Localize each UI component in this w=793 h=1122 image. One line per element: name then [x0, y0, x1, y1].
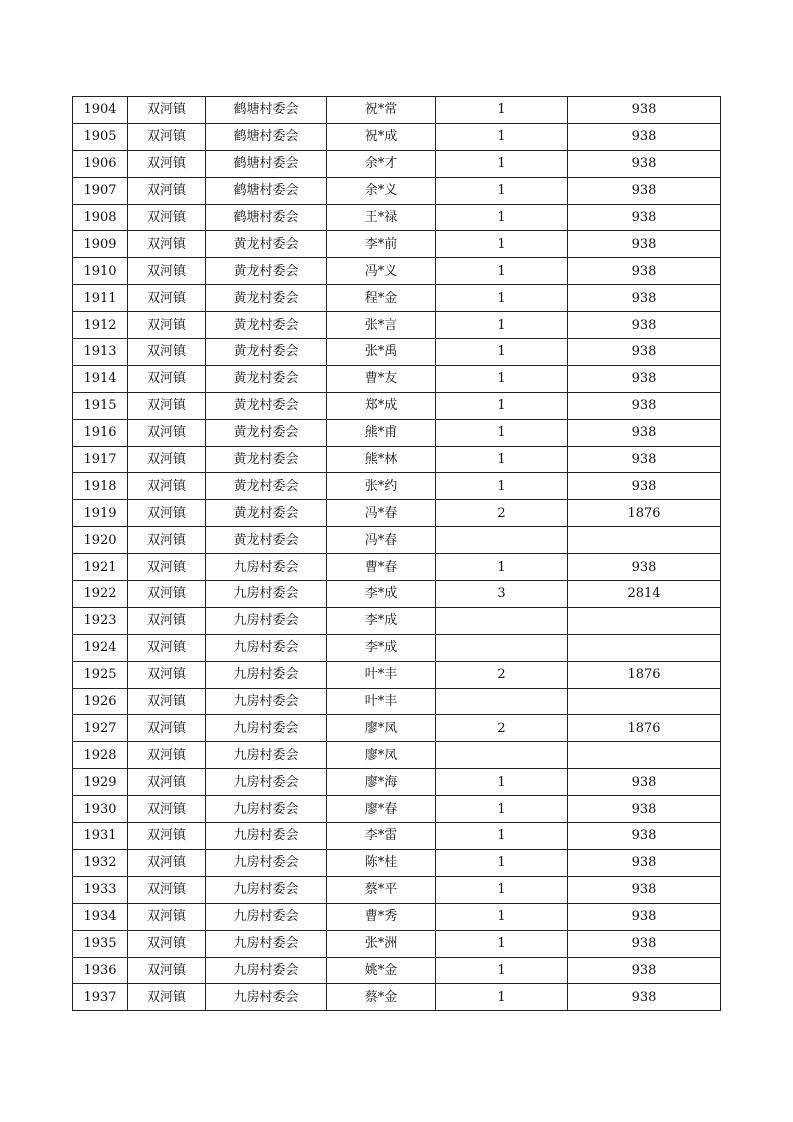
town-cell: 双河镇: [128, 123, 206, 150]
amount-cell: 938: [568, 123, 721, 150]
count-cell: [436, 688, 568, 715]
person-name-cell: 叶*丰: [327, 661, 436, 688]
village-committee-cell: 九房村委会: [206, 554, 327, 581]
table-row: [73, 715, 721, 742]
person-name-cell: 余*才: [327, 150, 436, 177]
amount-cell: 938: [568, 849, 721, 876]
town-cell: 双河镇: [128, 661, 206, 688]
row-number-cell: 1914: [73, 365, 128, 392]
town-cell: 双河镇: [128, 150, 206, 177]
person-name-cell: 冯*义: [327, 258, 436, 285]
row-number-cell: 1927: [73, 715, 128, 742]
table-row: [73, 581, 721, 608]
person-name-cell: 廖*春: [327, 796, 436, 823]
amount-cell: 938: [568, 823, 721, 850]
count-cell: [436, 607, 568, 634]
town-cell: 双河镇: [128, 258, 206, 285]
amount-cell: 938: [568, 554, 721, 581]
count-cell: 3: [436, 581, 568, 608]
town-cell: 双河镇: [128, 500, 206, 527]
town-cell: 双河镇: [128, 473, 206, 500]
row-number-cell: 1925: [73, 661, 128, 688]
person-name-cell: 廖*凤: [327, 715, 436, 742]
table-row: [73, 957, 721, 984]
amount-cell: 938: [568, 204, 721, 231]
table-row: [73, 392, 721, 419]
table-row: [73, 661, 721, 688]
town-cell: 双河镇: [128, 177, 206, 204]
table-row: [73, 930, 721, 957]
village-committee-cell: 鹤塘村委会: [206, 123, 327, 150]
count-cell: 1: [436, 876, 568, 903]
row-number-cell: 1934: [73, 903, 128, 930]
amount-cell: [568, 688, 721, 715]
person-name-cell: 熊*林: [327, 446, 436, 473]
town-cell: 双河镇: [128, 823, 206, 850]
count-cell: 1: [436, 903, 568, 930]
row-number-cell: 1918: [73, 473, 128, 500]
row-number-cell: 1906: [73, 150, 128, 177]
person-name-cell: 李*前: [327, 231, 436, 258]
town-cell: 双河镇: [128, 634, 206, 661]
table-row: [73, 876, 721, 903]
count-cell: 1: [436, 823, 568, 850]
village-committee-cell: 鹤塘村委会: [206, 150, 327, 177]
village-committee-cell: 黄龙村委会: [206, 446, 327, 473]
table-row: [73, 339, 721, 366]
table-row: [73, 554, 721, 581]
village-committee-cell: 黄龙村委会: [206, 473, 327, 500]
town-cell: 双河镇: [128, 446, 206, 473]
table-row: [73, 607, 721, 634]
town-cell: 双河镇: [128, 876, 206, 903]
amount-cell: 938: [568, 339, 721, 366]
person-name-cell: 曹*秀: [327, 903, 436, 930]
table-row: [73, 903, 721, 930]
table-row: [73, 285, 721, 312]
amount-cell: 938: [568, 97, 721, 124]
amount-cell: [568, 607, 721, 634]
village-committee-cell: 黄龙村委会: [206, 312, 327, 339]
table-row: [73, 446, 721, 473]
count-cell: 1: [436, 285, 568, 312]
table-row: [73, 97, 721, 124]
amount-cell: 938: [568, 876, 721, 903]
amount-cell: 2814: [568, 581, 721, 608]
row-number-cell: 1921: [73, 554, 128, 581]
village-committee-cell: 黄龙村委会: [206, 365, 327, 392]
table-row: [73, 742, 721, 769]
table-row: [73, 419, 721, 446]
person-name-cell: 李*雷: [327, 823, 436, 850]
amount-cell: [568, 527, 721, 554]
town-cell: 双河镇: [128, 581, 206, 608]
count-cell: 1: [436, 231, 568, 258]
village-committee-cell: 九房村委会: [206, 984, 327, 1011]
count-cell: 1: [436, 446, 568, 473]
count-cell: 2: [436, 500, 568, 527]
row-number-cell: 1935: [73, 930, 128, 957]
town-cell: 双河镇: [128, 715, 206, 742]
row-number-cell: 1912: [73, 312, 128, 339]
village-committee-cell: 黄龙村委会: [206, 500, 327, 527]
table-row: [73, 634, 721, 661]
row-number-cell: 1932: [73, 849, 128, 876]
amount-cell: 938: [568, 231, 721, 258]
village-committee-cell: 九房村委会: [206, 634, 327, 661]
amount-cell: 938: [568, 392, 721, 419]
amount-cell: [568, 634, 721, 661]
amount-cell: 1876: [568, 661, 721, 688]
count-cell: 1: [436, 930, 568, 957]
village-committee-cell: 九房村委会: [206, 581, 327, 608]
person-name-cell: 李*成: [327, 581, 436, 608]
town-cell: 双河镇: [128, 97, 206, 124]
row-number-cell: 1919: [73, 500, 128, 527]
roster-body: [73, 97, 721, 1011]
row-number-cell: 1924: [73, 634, 128, 661]
amount-cell: 938: [568, 150, 721, 177]
person-name-cell: 张*禹: [327, 339, 436, 366]
person-name-cell: 叶*丰: [327, 688, 436, 715]
town-cell: 双河镇: [128, 339, 206, 366]
count-cell: 1: [436, 177, 568, 204]
person-name-cell: 姚*金: [327, 957, 436, 984]
row-number-cell: 1904: [73, 97, 128, 124]
village-committee-cell: 九房村委会: [206, 742, 327, 769]
village-committee-cell: 黄龙村委会: [206, 231, 327, 258]
town-cell: 双河镇: [128, 742, 206, 769]
town-cell: 双河镇: [128, 527, 206, 554]
village-committee-cell: 九房村委会: [206, 849, 327, 876]
person-name-cell: 程*金: [327, 285, 436, 312]
row-number-cell: 1923: [73, 607, 128, 634]
count-cell: 2: [436, 715, 568, 742]
person-name-cell: 冯*春: [327, 500, 436, 527]
village-committee-cell: 九房村委会: [206, 796, 327, 823]
person-name-cell: 余*义: [327, 177, 436, 204]
person-name-cell: 蔡*平: [327, 876, 436, 903]
table-row: [73, 177, 721, 204]
person-name-cell: 冯*春: [327, 527, 436, 554]
count-cell: 1: [436, 849, 568, 876]
count-cell: 1: [436, 365, 568, 392]
amount-cell: 938: [568, 312, 721, 339]
row-number-cell: 1936: [73, 957, 128, 984]
amount-cell: 938: [568, 796, 721, 823]
row-number-cell: 1913: [73, 339, 128, 366]
table-row: [73, 312, 721, 339]
row-number-cell: 1907: [73, 177, 128, 204]
person-name-cell: 王*禄: [327, 204, 436, 231]
count-cell: 1: [436, 150, 568, 177]
village-committee-cell: 黄龙村委会: [206, 419, 327, 446]
village-committee-cell: 鹤塘村委会: [206, 204, 327, 231]
row-number-cell: 1922: [73, 581, 128, 608]
table-row: [73, 500, 721, 527]
town-cell: 双河镇: [128, 204, 206, 231]
row-number-cell: 1911: [73, 285, 128, 312]
count-cell: 1: [436, 258, 568, 285]
village-committee-cell: 鹤塘村委会: [206, 97, 327, 124]
row-number-cell: 1917: [73, 446, 128, 473]
village-committee-cell: 九房村委会: [206, 769, 327, 796]
village-committee-cell: 黄龙村委会: [206, 527, 327, 554]
table-row: [73, 204, 721, 231]
person-name-cell: 廖*凤: [327, 742, 436, 769]
village-committee-cell: 黄龙村委会: [206, 258, 327, 285]
person-name-cell: 张*洲: [327, 930, 436, 957]
amount-cell: 938: [568, 419, 721, 446]
count-cell: 1: [436, 796, 568, 823]
table-row: [73, 823, 721, 850]
person-name-cell: 祝*常: [327, 97, 436, 124]
town-cell: 双河镇: [128, 984, 206, 1011]
town-cell: 双河镇: [128, 903, 206, 930]
amount-cell: 938: [568, 365, 721, 392]
amount-cell: 938: [568, 930, 721, 957]
person-name-cell: 祝*成: [327, 123, 436, 150]
table-row: [73, 150, 721, 177]
count-cell: 1: [436, 419, 568, 446]
table-row: [73, 473, 721, 500]
count-cell: 1: [436, 984, 568, 1011]
person-name-cell: 张*约: [327, 473, 436, 500]
row-number-cell: 1929: [73, 769, 128, 796]
village-committee-cell: 黄龙村委会: [206, 285, 327, 312]
row-number-cell: 1920: [73, 527, 128, 554]
amount-cell: 938: [568, 984, 721, 1011]
count-cell: 1: [436, 392, 568, 419]
row-number-cell: 1910: [73, 258, 128, 285]
town-cell: 双河镇: [128, 796, 206, 823]
person-name-cell: 曹*友: [327, 365, 436, 392]
village-committee-cell: 九房村委会: [206, 661, 327, 688]
village-committee-cell: 九房村委会: [206, 688, 327, 715]
count-cell: 2: [436, 661, 568, 688]
village-committee-cell: 九房村委会: [206, 876, 327, 903]
person-name-cell: 李*成: [327, 607, 436, 634]
count-cell: [436, 634, 568, 661]
amount-cell: [568, 742, 721, 769]
person-name-cell: 廖*海: [327, 769, 436, 796]
amount-cell: 1876: [568, 715, 721, 742]
town-cell: 双河镇: [128, 365, 206, 392]
person-name-cell: 陈*桂: [327, 849, 436, 876]
town-cell: 双河镇: [128, 554, 206, 581]
town-cell: 双河镇: [128, 688, 206, 715]
row-number-cell: 1930: [73, 796, 128, 823]
row-number-cell: 1915: [73, 392, 128, 419]
amount-cell: 938: [568, 177, 721, 204]
row-number-cell: 1933: [73, 876, 128, 903]
table-row: [73, 984, 721, 1011]
amount-cell: 938: [568, 903, 721, 930]
person-name-cell: 曹*春: [327, 554, 436, 581]
table-row: [73, 258, 721, 285]
town-cell: 双河镇: [128, 231, 206, 258]
town-cell: 双河镇: [128, 607, 206, 634]
town-cell: 双河镇: [128, 419, 206, 446]
amount-cell: 1876: [568, 500, 721, 527]
row-number-cell: 1928: [73, 742, 128, 769]
row-number-cell: 1905: [73, 123, 128, 150]
table-row: [73, 123, 721, 150]
count-cell: 1: [436, 957, 568, 984]
amount-cell: 938: [568, 473, 721, 500]
row-number-cell: 1931: [73, 823, 128, 850]
person-name-cell: 李*成: [327, 634, 436, 661]
village-committee-cell: 九房村委会: [206, 715, 327, 742]
person-name-cell: 张*言: [327, 312, 436, 339]
town-cell: 双河镇: [128, 312, 206, 339]
roster-table: [72, 96, 721, 1011]
count-cell: [436, 527, 568, 554]
table-row: [73, 231, 721, 258]
village-committee-cell: 黄龙村委会: [206, 392, 327, 419]
town-cell: 双河镇: [128, 957, 206, 984]
table-row: [73, 796, 721, 823]
amount-cell: 938: [568, 446, 721, 473]
village-committee-cell: 九房村委会: [206, 903, 327, 930]
amount-cell: 938: [568, 769, 721, 796]
count-cell: 1: [436, 204, 568, 231]
count-cell: 1: [436, 769, 568, 796]
amount-cell: 938: [568, 258, 721, 285]
town-cell: 双河镇: [128, 285, 206, 312]
village-committee-cell: 九房村委会: [206, 957, 327, 984]
table-row: [73, 849, 721, 876]
person-name-cell: 蔡*金: [327, 984, 436, 1011]
amount-cell: 938: [568, 285, 721, 312]
row-number-cell: 1909: [73, 231, 128, 258]
table-row: [73, 688, 721, 715]
row-number-cell: 1937: [73, 984, 128, 1011]
village-committee-cell: 九房村委会: [206, 823, 327, 850]
table-row: [73, 527, 721, 554]
count-cell: 1: [436, 123, 568, 150]
table-row: [73, 769, 721, 796]
row-number-cell: 1926: [73, 688, 128, 715]
town-cell: 双河镇: [128, 849, 206, 876]
amount-cell: 938: [568, 957, 721, 984]
village-committee-cell: 九房村委会: [206, 607, 327, 634]
count-cell: 1: [436, 97, 568, 124]
town-cell: 双河镇: [128, 930, 206, 957]
row-number-cell: 1916: [73, 419, 128, 446]
count-cell: [436, 742, 568, 769]
count-cell: 1: [436, 554, 568, 581]
table-row: [73, 365, 721, 392]
count-cell: 1: [436, 339, 568, 366]
town-cell: 双河镇: [128, 769, 206, 796]
person-name-cell: 郑*成: [327, 392, 436, 419]
village-committee-cell: 鹤塘村委会: [206, 177, 327, 204]
row-number-cell: 1908: [73, 204, 128, 231]
village-committee-cell: 黄龙村委会: [206, 339, 327, 366]
count-cell: 1: [436, 473, 568, 500]
person-name-cell: 熊*甫: [327, 419, 436, 446]
town-cell: 双河镇: [128, 392, 206, 419]
count-cell: 1: [436, 312, 568, 339]
village-committee-cell: 九房村委会: [206, 930, 327, 957]
